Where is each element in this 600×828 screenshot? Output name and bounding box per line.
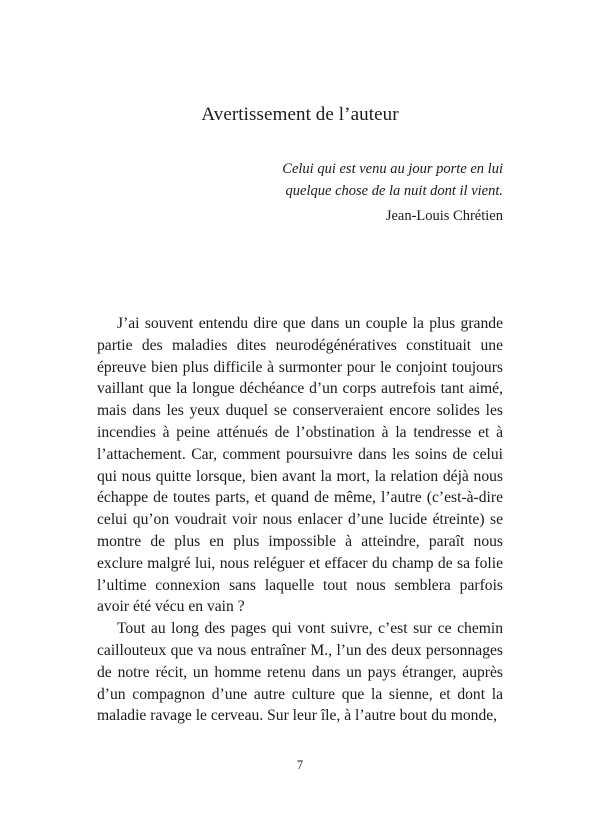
- paragraph-2: Tout au long des pages qui vont suivre, c’est sur ce chemin caillouteux que va nous entraîner M., l’un des deux personnages de notre récit, un homme retenu dans un pays étranger, auprès d’un compagnon d’une autre culture que la sienne, et dont la maladie ravage le cerveau. Sur leur île, à l’autre bout du monde,: [97, 620, 503, 725]
- epigraph-line-1: Celui qui est venu au jour porte en lui: [282, 161, 503, 177]
- epigraph: [282, 158, 503, 227]
- epigraph-line-2: quelque chose de la nuit dont il vient.: [285, 183, 503, 199]
- page-number: 7: [296, 758, 304, 772]
- body-text: [97, 313, 503, 727]
- paragraph-1: J’ai souvent entendu dire que dans un couple la plus grande partie des maladies dites neurodégénératives constituait une épreuve bien plus difficile à surmonter pour le conjoint toujours vaillant que la longue déchéance d’un corps autrefois tant aimé, mais dans les yeux duquel se conserveraient encore solides les incendies à peine atténués de l’obstination à la tendresse et à l’attachement. Car, comment poursuivre dans les soins de celui qui nous quitte lorsque, bien avant la mort, la relation déjà nous échappe de toutes parts, et quand de même, l’autre (c’est-à-dire celui qu’on voudrait voir nous enlacer d’une lucide étreinte) se montre de plus en plus impossible à atteindre, paraît nous exclure malgré lui, nous reléguer et effacer du champ de sa folie l’ultime connexion sans laquelle tout nous semblera parfois avoir été vécu en vain ?: [97, 315, 503, 616]
- chapter-title: Avertissement de l’auteur: [201, 104, 399, 125]
- epigraph-author: Jean-Louis Chrétien: [385, 208, 503, 224]
